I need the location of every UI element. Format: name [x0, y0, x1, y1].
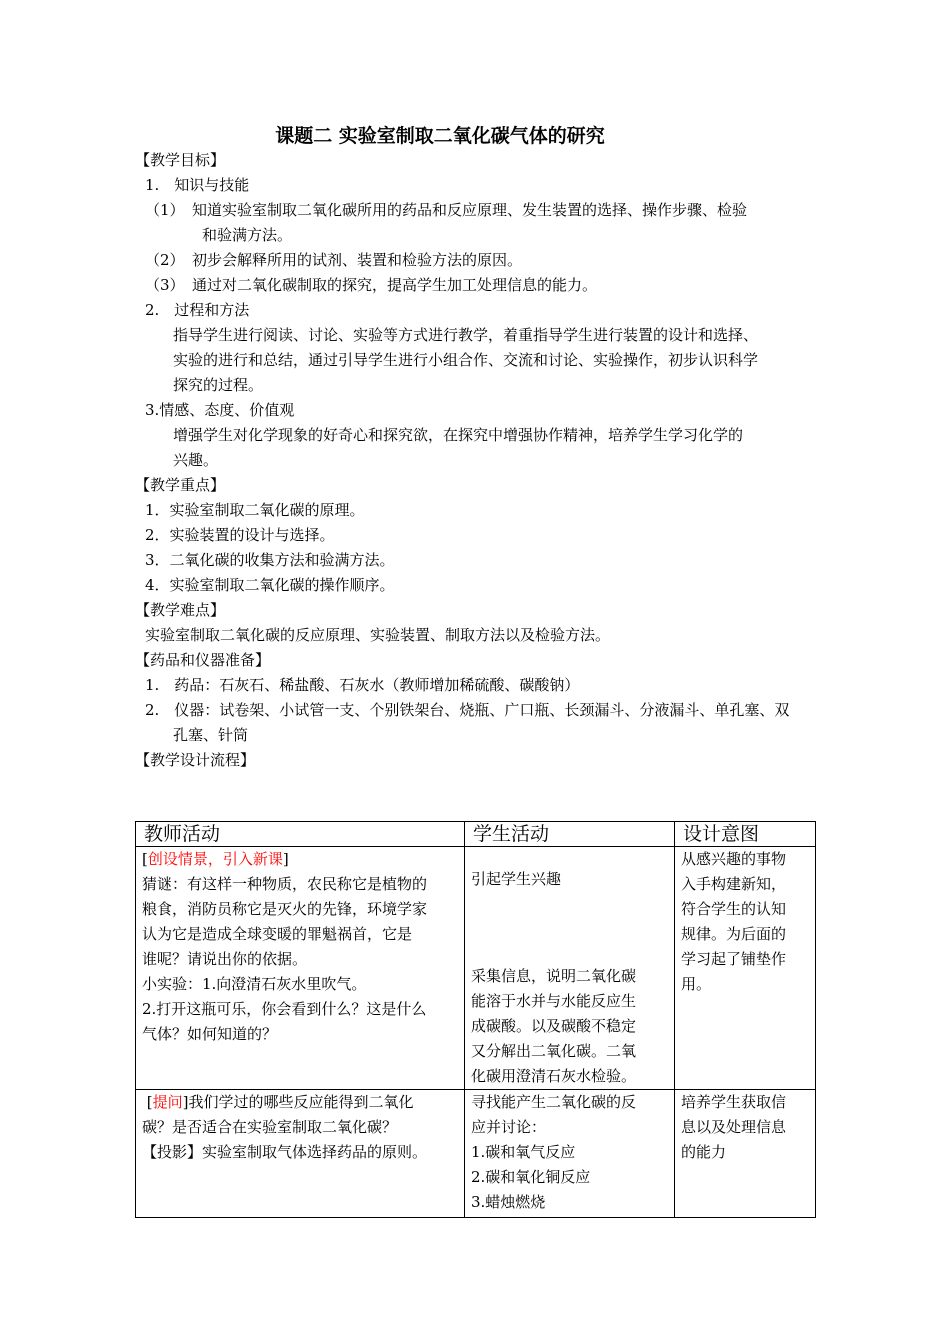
header-design-intent: 设计意图 [675, 822, 816, 847]
teaching-flow-table [135, 821, 816, 1218]
goals-section-2-text: 指导学生进行阅读、讨论、实验等方式进行教学，着重指导学生进行装置的设计和选择、 [173, 326, 759, 344]
cell-line-text: 我们学过的哪些反应能得到二氧化 [188, 1093, 414, 1111]
materials-item-1: 1. 药品：石灰石、稀盐酸、石灰水（教师增加稀硫酸、碳酸钠） [145, 676, 580, 694]
cell-line: 2.碳和氧化铜反应 [471, 1168, 591, 1186]
goals-item-1-1: （1） 知道实验室制取二氧化碳所用的药品和反应原理、发生装置的选择、操作步骤、检验 [145, 201, 748, 219]
goals-section-3: 3.情感、态度、价值观 [145, 401, 295, 419]
cell-line: 碳？是否适合在实验室制取二氧化碳？ [142, 1118, 398, 1136]
design-intent-cell [675, 1090, 816, 1218]
cell-line: 认为它是造成全球变暖的罪魁祸首，它是 [142, 925, 413, 943]
cell-line: 小实验：1.向澄清石灰水里吹气。 [142, 975, 367, 993]
keypoints-heading: 【教学重点】 [135, 476, 226, 494]
cell-line: 猜谜：有这样一种物质，农民称它是植物的 [142, 875, 428, 893]
student-activity-cell [465, 847, 675, 1090]
cell-line: 2.打开这瓶可乐，你会看到什么？这是什么 [142, 1000, 427, 1018]
table-row [136, 1090, 816, 1218]
section-tag-text: 提问 [152, 1093, 183, 1111]
cell-line: 化碳用澄清石灰水检验。 [471, 1067, 637, 1085]
cell-line: 寻找能产生二氧化碳的反 [471, 1093, 637, 1111]
materials-item-2-cont: 孔塞、针筒 [173, 726, 249, 744]
student-activity-cell [465, 1090, 675, 1218]
design-intent-cell [675, 847, 816, 1090]
goals-item-1-1-cont: 和验满方法。 [202, 226, 293, 244]
keypoint-item: 2．实验装置的设计与选择。 [145, 526, 335, 544]
cell-line: 粮食，消防员称它是灭火的先锋，环境学家 [142, 900, 428, 918]
cell-line: 谁呢？请说出你的依据。 [142, 950, 308, 968]
cell-line: 成碳酸。以及碳酸不稳定 [471, 1017, 637, 1035]
header-student-activity: 学生活动 [465, 822, 675, 847]
goals-item-1-3: （3） 通过对二氧化碳制取的探究，提高学生加工处理信息的能力。 [145, 276, 598, 294]
cell-line: 从感兴趣的事物 [681, 850, 787, 868]
flow-heading: 【教学设计流程】 [135, 751, 256, 769]
cell-line: 【投影】实验室制取气体选择药品的原则。 [142, 1143, 428, 1161]
keypoint-item: 1．实验室制取二氧化碳的原理。 [145, 501, 365, 519]
cell-line: 用。 [681, 975, 712, 993]
table-row [136, 847, 816, 1090]
cell-spacer [471, 892, 668, 964]
teacher-activity-cell [136, 847, 465, 1090]
cell-line: 引起学生兴趣 [471, 870, 562, 888]
keypoint-item: 3．二氧化碳的收集方法和验满方法。 [145, 551, 395, 569]
header-teacher-activity: 教师活动 [136, 822, 465, 847]
section-tag-text: 创设情景，引入新课 [147, 850, 283, 868]
difficulty-heading: 【教学难点】 [135, 601, 226, 619]
cell-line: 息以及处理信息 [681, 1118, 787, 1136]
cell-line: 气体？如何知道的？ [142, 1025, 278, 1043]
cell-line: 应并讨论： [471, 1118, 547, 1136]
goals-section-2-text: 探究的过程。 [173, 376, 264, 394]
cell-line: 又分解出二氧化碳。二氧 [471, 1042, 637, 1060]
cell-line: 3.蜡烛燃烧 [471, 1193, 546, 1211]
table-header-row [136, 822, 816, 847]
goals-item-1-2: （2） 初步会解释所用的试剂、装置和检验方法的原因。 [145, 251, 523, 269]
difficulty-text: 实验室制取二氧化碳的反应原理、实验装置、制取方法以及检验方法。 [145, 626, 611, 644]
cell-line: 1.碳和氧气反应 [471, 1143, 576, 1161]
cell-line: 的能力 [681, 1143, 727, 1161]
cell-line: 培养学生获取信 [681, 1093, 787, 1111]
goals-section-2: 2. 过程和方法 [145, 301, 250, 319]
keypoint-item: 4．实验室制取二氧化碳的操作顺序。 [145, 576, 395, 594]
cell-line: 规律。为后面的 [681, 925, 787, 943]
section-tag: [创设情景，引入新课] [142, 850, 289, 868]
goals-section-3-text: 增强学生对化学现象的好奇心和探究欲，在探究中增强协作精神，培养学生学习化学的 [173, 426, 744, 444]
cell-line: 能溶于水并与水能反应生 [471, 992, 637, 1010]
page-title: 课题二 实验室制取二氧化碳气体的研究 [275, 125, 605, 147]
cell-line: 符合学生的认知 [681, 900, 787, 918]
cell-line: 采集信息，说明二氧化碳 [471, 967, 637, 985]
cell-spacer [471, 847, 668, 867]
goals-section-3-text: 兴趣。 [173, 451, 219, 469]
materials-item-2: 2. 仪器：试卷架、小试管一支、个别铁架台、烧瓶、广口瓶、长颈漏斗、分液漏斗、单孔塞、双 [145, 701, 790, 719]
cell-line: 入手构建新知， [681, 875, 787, 893]
goals-heading: 【教学目标】 [135, 151, 226, 169]
cell-line: [提问]我们学过的哪些反应能得到二氧化 [142, 1093, 414, 1111]
teacher-activity-cell [136, 1090, 465, 1218]
materials-heading: 【药品和仪器准备】 [135, 651, 271, 669]
cell-line: 学习起了铺垫作 [681, 950, 787, 968]
goals-section-1: 1. 知识与技能 [145, 176, 250, 194]
goals-section-2-text: 实验的进行和总结，通过引导学生进行小组合作、交流和讨论、实验操作，初步认识科学 [173, 351, 759, 369]
